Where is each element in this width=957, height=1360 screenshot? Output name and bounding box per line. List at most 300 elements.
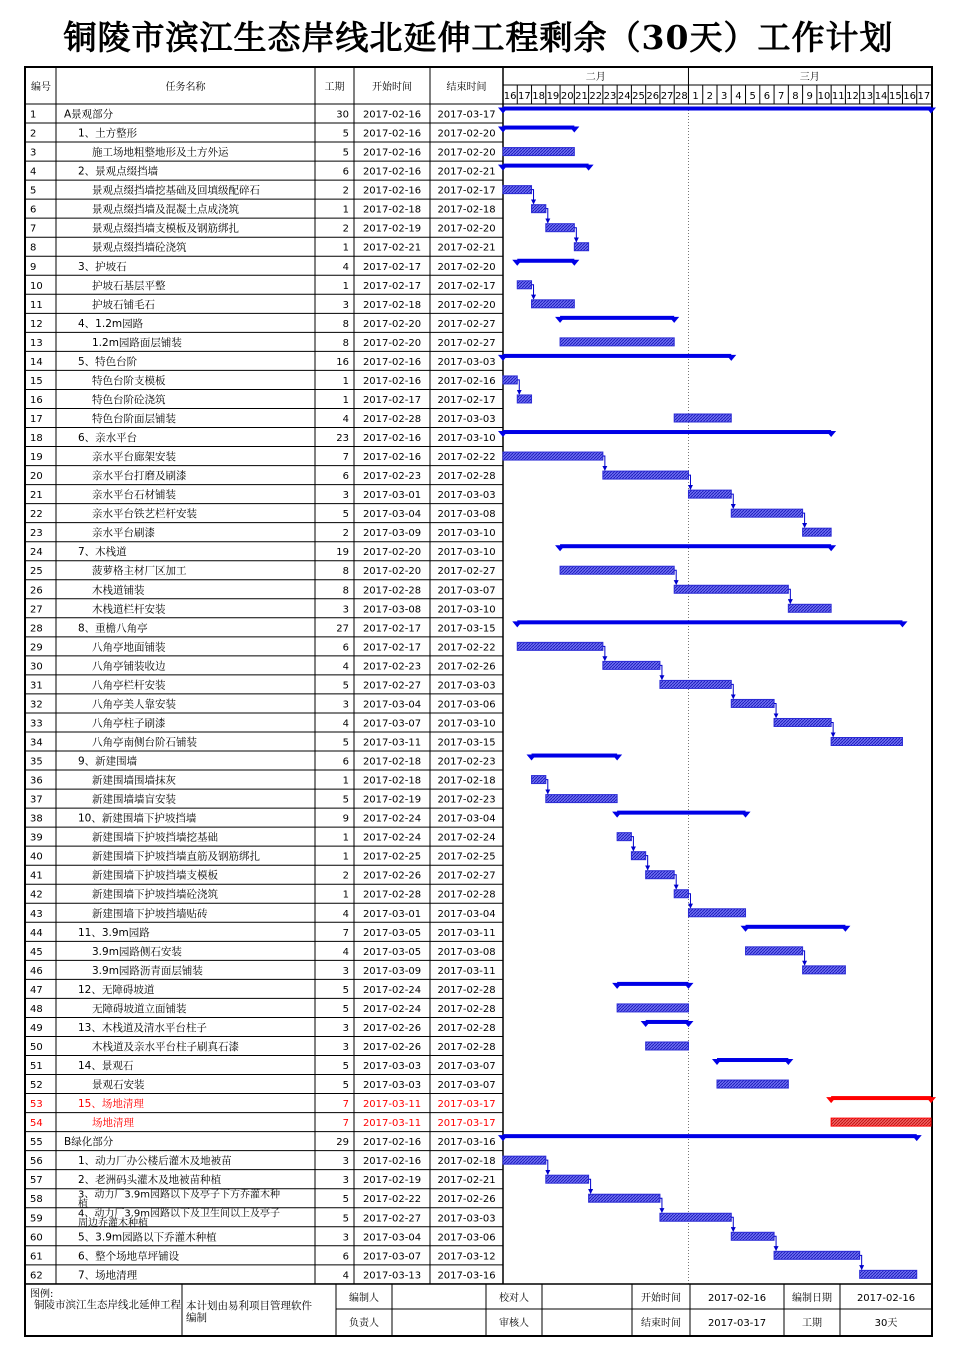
task-start: 2017-02-16 [362,375,422,387]
day-label: 23 [603,91,617,102]
task-start: 2017-02-19 [362,223,422,235]
task-duration: 8 [342,585,349,597]
day-label: 17 [917,91,931,102]
start-value: 2017-02-16 [707,1293,767,1304]
task-start: 2017-02-16 [362,109,422,121]
task-id: 19 [30,452,43,464]
task-bar [503,376,517,384]
task-name: 景观点缀挡墙挖基础及回填级配碎石 [92,184,260,197]
task-id: 17 [30,413,43,425]
summary-bar [617,982,688,986]
footer-note: 编制 [186,1312,207,1324]
task-start: 2017-02-16 [362,185,422,197]
task-end: 2017-03-08 [437,509,496,521]
task-name: 7、场地清理 [78,1269,138,1282]
day-label: 14 [874,91,888,102]
task-name: 景观石安装 [92,1079,145,1092]
task-start: 2017-03-01 [362,908,422,920]
task-id: 42 [30,889,43,901]
task-duration: 4 [342,261,349,273]
summary-bar [717,1058,788,1062]
day-label: 4 [735,91,742,102]
task-id: 22 [30,509,43,521]
day-label: 18 [532,91,546,102]
task-id: 50 [30,1041,43,1053]
task-name: 11、3.9m园路 [78,926,150,939]
task-name: 八角亭铺装收边 [92,660,166,673]
task-end: 2017-02-21 [437,242,496,254]
day-label: 1 [692,91,699,102]
task-id: 43 [30,908,43,920]
task-end: 2017-03-17 [437,109,496,121]
task-end: 2017-02-26 [437,661,496,673]
task-name: 亲水平台铁艺栏杆安装 [92,508,197,521]
task-bar [688,490,731,498]
task-end: 2017-03-10 [437,547,496,559]
task-bar [746,947,803,955]
task-start: 2017-02-17 [362,280,422,292]
task-name: 新建围墙下护坡挡墙砼浇筑 [92,888,218,901]
task-duration: 8 [342,318,349,330]
task-id: 10 [30,280,43,292]
task-duration: 3 [342,604,349,616]
month-label: 二月 [585,72,606,83]
task-bar [517,395,531,403]
day-label: 28 [674,91,688,102]
task-start: 2017-03-03 [362,1080,422,1092]
task-name: 施工场地粗整地形及土方外运 [92,146,229,159]
task-id: 61 [30,1251,43,1263]
task-end: 2017-03-17 [437,1118,496,1130]
summary-bar [560,316,674,320]
task-name: 1、动力厂办公楼后灌木及地被苗 [78,1155,232,1168]
task-duration: 5 [342,1213,349,1225]
task-duration: 5 [342,1003,349,1015]
task-bar [831,1118,931,1126]
task-duration: 7 [342,1099,349,1111]
task-bar [532,776,546,784]
summary-bar [646,1020,689,1024]
task-id: 58 [30,1194,43,1206]
task-name: 菠萝格主材厂区加工 [92,565,187,578]
task-id: 23 [30,528,43,540]
task-bar [674,414,731,422]
task-duration: 4 [342,413,349,425]
task-duration: 2 [342,528,349,540]
task-duration: 1 [342,889,349,901]
task-name: 无障碍坡道立面铺装 [92,1002,187,1015]
task-bar [560,566,674,574]
task-bar [574,243,588,251]
task-bar [646,1042,689,1050]
task-name: 亲水平台廊架安装 [92,451,176,464]
task-bar [731,699,774,707]
day-label: 15 [888,91,902,102]
task-duration: 19 [336,547,349,559]
task-id: 14 [30,356,43,368]
summary-bar [560,544,831,548]
task-bar [774,718,831,726]
task-name: 3、护坡石 [78,260,127,273]
task-bar [731,509,802,517]
task-id: 16 [30,394,43,406]
task-end: 2017-02-26 [437,1194,496,1206]
task-name: 15、场地清理 [78,1098,144,1111]
task-duration: 9 [342,813,349,825]
task-duration: 5 [342,128,349,140]
task-start: 2017-02-18 [362,204,422,216]
task-start: 2017-02-20 [362,547,422,559]
day-label: 25 [632,91,645,102]
task-name: 景观点缀挡墙及混凝土点成浇筑 [92,203,239,216]
task-end: 2017-02-20 [437,223,496,235]
task-name: 周边乔灌木种植 [78,1218,148,1230]
task-end: 2017-03-15 [437,623,496,635]
task-start: 2017-02-16 [362,147,422,159]
task-name: 6、亲水平台 [78,432,138,445]
task-bar [503,148,574,156]
task-start: 2017-02-24 [362,1003,422,1015]
task-duration: 6 [342,471,349,483]
task-end: 2017-03-04 [437,813,496,825]
task-end: 2017-02-27 [437,337,496,349]
task-end: 2017-02-23 [437,756,496,768]
task-id: 59 [30,1213,43,1225]
task-end: 2017-02-17 [437,280,496,292]
footer-note: 本计划由易利项目管理软件 [186,1300,312,1312]
task-id: 48 [30,1003,43,1015]
task-id: 53 [30,1099,43,1111]
day-label: 16 [503,91,517,102]
task-start: 2017-03-04 [362,509,422,521]
task-bar [546,224,575,232]
summary-bar [617,811,745,815]
task-name: 植 [78,1199,88,1211]
task-duration: 5 [342,147,349,159]
task-id: 60 [30,1232,43,1244]
task-start: 2017-02-26 [362,870,422,882]
task-id: 55 [30,1137,43,1149]
task-bar [631,852,645,860]
task-start: 2017-02-16 [362,1156,422,1168]
task-name: 8、重檐八角亭 [78,622,148,635]
task-end: 2017-03-03 [437,680,496,692]
task-end: 2017-02-27 [437,870,496,882]
task-name: 5、3.9m园路以下乔灌木种植 [78,1231,217,1244]
summary-bar [503,164,589,168]
task-duration: 4 [342,718,349,730]
task-start: 2017-02-26 [362,1022,422,1034]
task-name: 亲水平台刷漆 [92,527,155,540]
task-id: 45 [30,946,43,958]
task-name: 新建围墙围墙抹灰 [92,774,176,787]
task-start: 2017-02-18 [362,775,422,787]
footer-project: 铜陵市滨江生态岸线北延伸工程 [34,1299,181,1311]
task-duration: 6 [342,756,349,768]
task-start: 2017-02-17 [362,642,422,654]
task-name: 木栈道铺装 [92,584,145,597]
task-id: 47 [30,984,43,996]
task-name: 护坡石铺毛石 [92,298,155,311]
task-id: 11 [30,299,43,311]
task-id: 44 [30,927,43,939]
task-id: 46 [30,965,43,977]
task-start: 2017-02-19 [362,1175,422,1187]
task-start: 2017-03-09 [362,528,422,540]
task-start: 2017-02-25 [362,851,422,863]
task-duration: 4 [342,946,349,958]
task-duration: 6 [342,1251,349,1263]
task-name: 八角亭南侧台阶石铺装 [92,736,197,749]
task-start: 2017-02-28 [362,585,422,597]
task-id: 5 [30,185,37,197]
task-id: 35 [30,756,43,768]
task-name: 1.2m园路面层铺装 [92,336,182,349]
task-start: 2017-03-11 [362,1099,422,1111]
task-end: 2017-03-16 [437,1270,496,1282]
task-name: 亲水平台石材铺装 [92,489,176,502]
task-duration: 1 [342,242,349,254]
task-start: 2017-02-26 [362,1041,422,1053]
task-bar [731,1232,774,1240]
task-duration: 1 [342,375,349,387]
task-name: 新建围墙墙盲安装 [92,793,176,806]
task-end: 2017-02-27 [437,318,496,330]
task-duration: 5 [342,1080,349,1092]
task-id: 36 [30,775,43,787]
task-end: 2017-02-18 [437,204,496,216]
task-bar [560,338,674,346]
task-duration: 3 [342,1022,349,1034]
task-duration: 5 [342,1194,349,1206]
task-id: 32 [30,699,43,711]
task-name: 12、无障碍坡道 [78,983,155,996]
task-id: 15 [30,375,43,387]
task-name: 木栈道栏杆安装 [92,603,166,616]
task-name: 木栈道及亲水平台柱子刷真石漆 [92,1040,239,1053]
task-name: 6、整个场地草坪铺设 [78,1250,180,1263]
task-start: 2017-02-19 [362,794,422,806]
day-label: 7 [778,91,785,102]
task-duration: 4 [342,661,349,673]
task-id: 30 [30,661,43,673]
task-id: 33 [30,718,43,730]
task-name: 特色台阶支模板 [92,374,166,387]
task-name: 护坡石基层平整 [92,279,166,292]
task-start: 2017-02-27 [362,680,422,692]
task-name: A景观部分 [64,108,114,121]
task-end: 2017-02-20 [437,299,496,311]
task-name: 新建围墙下护坡挡墙挖基础 [92,831,218,844]
task-name: 新建围墙下护坡挡墙直筋及钢筋绑扎 [92,850,260,863]
task-duration: 30 [336,109,349,121]
task-start: 2017-02-17 [362,261,422,273]
task-name: 14、景观石 [78,1060,134,1073]
task-bar [546,795,617,803]
summary-bar [831,1096,931,1100]
task-end: 2017-02-23 [437,794,496,806]
task-id: 56 [30,1156,43,1168]
task-name: B绿化部分 [64,1136,114,1149]
day-label: 3 [720,91,728,102]
task-start: 2017-03-04 [362,699,422,711]
task-id: 3 [30,147,37,159]
task-name: 特色台阶面层铺装 [92,412,176,425]
task-id: 38 [30,813,43,825]
task-bar [674,585,788,593]
summary-bar [503,126,574,130]
task-name: 场地清理 [92,1117,134,1130]
task-id: 54 [30,1118,43,1130]
task-bar [831,738,902,746]
task-start: 2017-02-17 [362,623,422,635]
task-id: 51 [30,1061,43,1073]
task-start: 2017-02-24 [362,984,422,996]
task-name: 八角亭栏杆安装 [92,679,166,692]
task-bar [617,1004,688,1012]
task-end: 2017-02-21 [437,166,496,178]
day-label: 26 [646,91,660,102]
task-name: 13、木栈道及清水平台柱子 [78,1021,207,1034]
column-header-id: 编号 [31,82,51,93]
task-start: 2017-02-16 [362,166,422,178]
task-id: 29 [30,642,43,654]
task-duration: 6 [342,166,349,178]
task-id: 21 [30,490,43,502]
column-header-start: 开始时间 [372,82,412,93]
task-start: 2017-02-20 [362,318,422,330]
task-duration: 2 [342,223,349,235]
task-id: 41 [30,870,43,882]
date-value: 2017-02-16 [856,1293,916,1304]
legend-label: 图例: [30,1289,54,1300]
task-bar [717,1080,788,1088]
task-bar [603,661,660,669]
task-end: 2017-02-28 [437,1022,496,1034]
task-end: 2017-02-20 [437,147,496,159]
day-label: 24 [617,91,631,102]
task-start: 2017-02-16 [362,1137,422,1149]
task-end: 2017-03-03 [437,1213,496,1225]
task-name: 1、土方整形 [78,127,138,140]
task-start: 2017-03-05 [362,946,422,958]
task-id: 62 [30,1270,43,1282]
task-duration: 2 [342,870,349,882]
task-start: 2017-03-11 [362,1118,422,1130]
task-start: 2017-02-18 [362,756,422,768]
task-name: 10、新建围墙下护坡挡墙 [78,812,197,825]
task-name: 3、动力厂3.9m园路以下及亭子下方乔灌木种 [78,1189,281,1201]
task-name: 八角亭柱子刷漆 [92,717,166,730]
task-bar [589,1194,660,1202]
day-label: 17 [518,91,531,102]
task-duration: 27 [336,623,349,635]
task-end: 2017-03-03 [437,356,496,368]
task-end: 2017-02-20 [437,128,496,140]
day-label: 5 [749,91,756,102]
task-start: 2017-03-11 [362,737,422,749]
task-end: 2017-02-28 [437,889,496,901]
month-label: 三月 [799,72,820,83]
task-bar [503,1156,546,1164]
day-label: 13 [860,91,874,102]
task-start: 2017-03-04 [362,1232,422,1244]
task-name: 2、景观点缀挡墙 [78,165,159,178]
task-bar [674,890,688,898]
task-end: 2017-03-06 [437,699,496,711]
task-bar [532,300,575,308]
task-end: 2017-02-22 [437,452,496,464]
task-bar [503,186,532,194]
task-duration: 4 [342,1270,349,1282]
task-end: 2017-03-08 [437,946,496,958]
task-start: 2017-03-07 [362,1251,422,1263]
task-id: 6 [30,204,37,216]
task-start: 2017-02-20 [362,337,422,349]
summary-bar [503,430,831,434]
task-name: 亲水平台打磨及刷漆 [92,470,187,483]
task-name: 5、特色台阶 [78,355,138,368]
task-start: 2017-02-17 [362,394,422,406]
task-duration: 7 [342,1118,349,1130]
task-name: 景观点缀挡墙支模板及钢筋绑扎 [92,222,239,235]
task-bar [603,471,689,479]
task-bar [660,680,731,688]
task-end: 2017-03-12 [437,1251,496,1263]
task-end: 2017-03-03 [437,413,496,425]
task-end: 2017-03-10 [437,433,496,445]
task-end: 2017-03-15 [437,737,496,749]
day-label: 2 [706,91,714,102]
compiler-label: 编制人 [349,1293,379,1304]
task-name: 八角亭地面铺装 [92,641,166,654]
task-id: 37 [30,794,43,806]
task-start: 2017-02-24 [362,813,422,825]
task-id: 34 [30,737,43,749]
task-bar [617,833,631,841]
task-id: 8 [30,242,37,254]
task-end: 2017-03-10 [437,718,496,730]
task-bar [688,909,745,917]
task-duration: 3 [342,299,349,311]
date-label: 编制日期 [792,1293,832,1304]
end-label: 结束时间 [641,1318,681,1329]
task-start: 2017-02-23 [362,661,422,673]
task-end: 2017-03-16 [437,1137,496,1149]
task-duration: 4 [342,908,349,920]
task-name: 八角亭美人靠安装 [92,698,176,711]
task-duration: 1 [342,775,349,787]
task-end: 2017-03-10 [437,604,496,616]
task-id: 31 [30,680,43,692]
task-name: 7、木栈道 [78,546,127,559]
start-label: 开始时间 [641,1293,681,1304]
task-id: 13 [30,337,43,349]
task-id: 20 [30,471,43,483]
task-id: 7 [30,223,37,235]
task-end: 2017-03-11 [437,927,496,939]
summary-bar [503,1134,917,1138]
page-title: 铜陵市滨江生态岸线北延伸工程剩余（30天）工作计划 [63,18,894,57]
task-duration: 1 [342,832,349,844]
task-duration: 2 [342,185,349,197]
task-bar [803,966,846,974]
task-id: 18 [30,433,43,445]
task-start: 2017-03-01 [362,490,422,502]
task-start: 2017-03-09 [362,965,422,977]
task-end: 2017-02-16 [437,375,496,387]
task-duration: 5 [342,737,349,749]
